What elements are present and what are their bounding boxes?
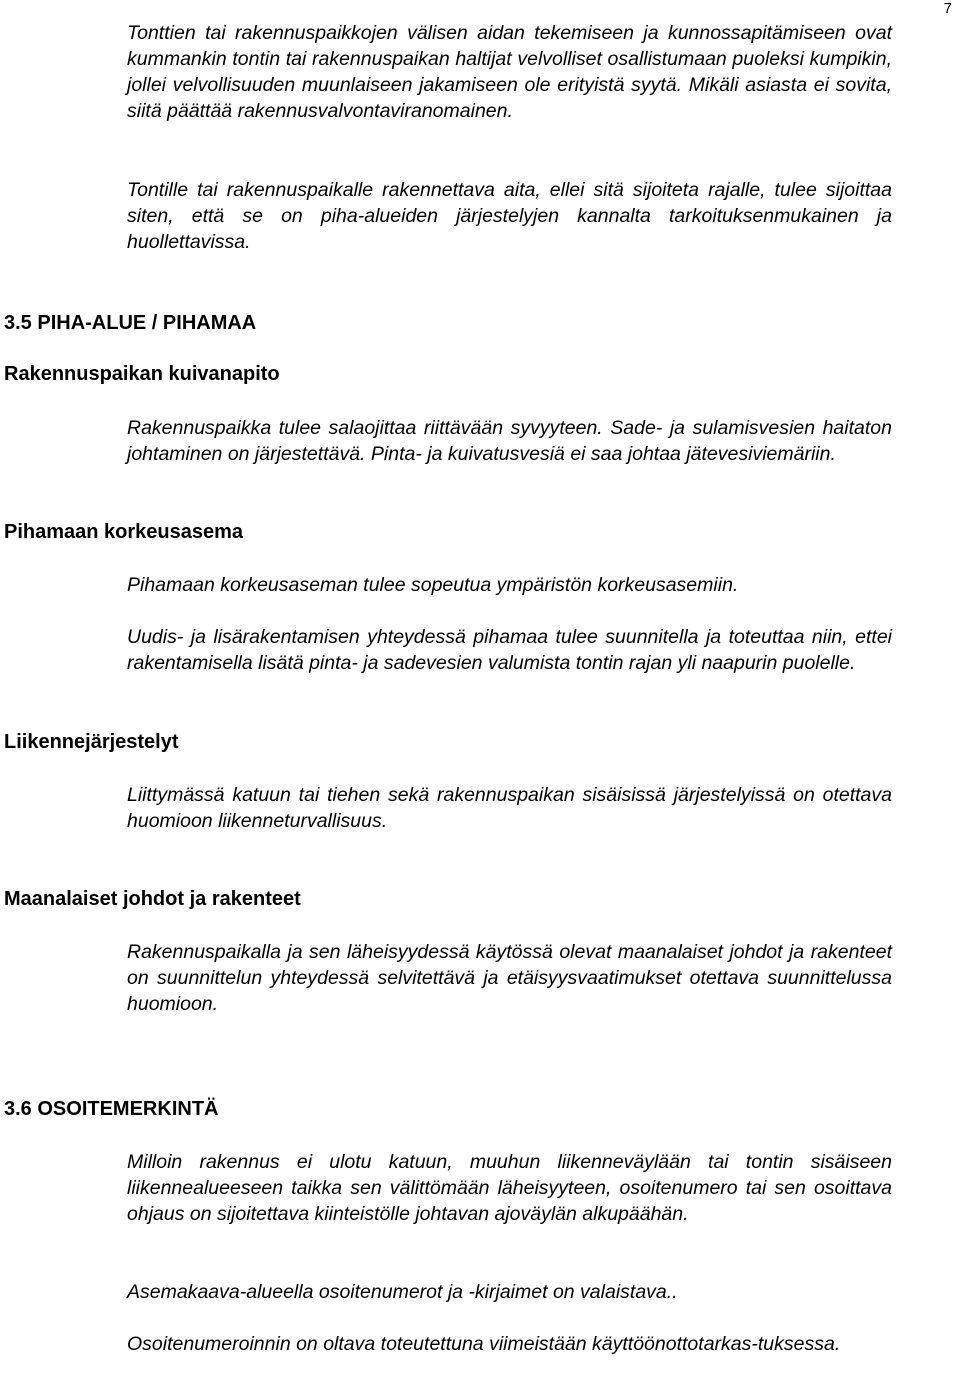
- subheading-traffic: Liikennejärjestelyt: [4, 731, 179, 753]
- page-number: 7: [943, 0, 952, 17]
- section-heading-3-6: 3.6 OSOITEMERKINTÄ: [4, 1098, 219, 1120]
- subheading-underground: Maanalaiset johdot ja rakenteet: [4, 888, 301, 910]
- paragraph-drainage: Rakennuspaikka tulee salaojittaa riittävään syvyyteen. Sade- ja sulamisvesien haitaton johtaminen on järjestettävä. Pinta- ja kuivatusvesiä ei saa johtaa jätevesiviemäriin.: [127, 417, 892, 465]
- paragraph-fence-placement: Tontille tai rakennuspaikalle rakennettava aita, ellei sitä sijoiteta rajalle, tulee sijoittaa siten, että se on piha-alueiden järjestelyjen kannalta tarkoituksenmukainen ja huollettavissa.: [127, 179, 892, 253]
- paragraph-address-lighting: Asemakaava-alueella osoitenumerot ja -kirjaimet on valaistava..: [127, 1281, 678, 1303]
- paragraph-yard-elevation: Pihamaan korkeusaseman tulee sopeutua ympäristön korkeusasemiin.: [127, 574, 739, 596]
- paragraph-address-placement: Milloin rakennus ei ulotu katuun, muuhun liikenneväylään tai tontin sisäiseen liikennealueeseen taikka sen välittömään läheisyyteen, osoitenumero tai sen osoittava ohjaus on sijoitettava kiinteistölle johtavan ajoväylän alkupäähän.: [127, 1151, 892, 1225]
- section-heading-3-5: 3.5 PIHA-ALUE / PIHAMAA: [4, 312, 257, 334]
- paragraph-address-inspection: Osoitenumeroinnin on oltava toteutettuna viimeistään käyttöönottotarkas-tuksessa.: [127, 1333, 841, 1355]
- paragraph-runoff: Uudis- ja lisärakentamisen yhteydessä pihamaa tulee suunnitella ja toteuttaa niin, ettei rakentamisella lisätä pinta- ja sadevesien valumista tontin rajan yli naapurin puolelle.: [127, 626, 892, 674]
- subheading-yard-elevation: Pihamaan korkeusasema: [4, 521, 244, 543]
- paragraph-underground: Rakennuspaikalla ja sen läheisyydessä käytössä olevat maanalaiset johdot ja rakenteet on suunnittelun yhteydessä selvitettävä ja etäisyysvaatimukset otettava suunnittelussa huomioon.: [127, 941, 892, 1015]
- paragraph-traffic: Liittymässä katuun tai tiehen sekä rakennuspaikan sisäisissä järjestelyissä on otettava huomioon liikenneturvallisuus.: [127, 784, 892, 832]
- subheading-drainage: Rakennuspaikan kuivanapito: [4, 363, 280, 385]
- paragraph-fence-maintenance: Tonttien tai rakennuspaikkojen välisen aidan tekemiseen ja kunnossapitämiseen ovat kummankin tontin tai rakennuspaikan haltijat velvolliset osallistumaan puoleksi kumpikin, jollei velvollisuuden muunlaiseen jakamiseen ole erityistä syytä. Mikäli asiasta ei sovita, siitä päättää rakennusvalvontaviranomainen.: [127, 22, 892, 122]
